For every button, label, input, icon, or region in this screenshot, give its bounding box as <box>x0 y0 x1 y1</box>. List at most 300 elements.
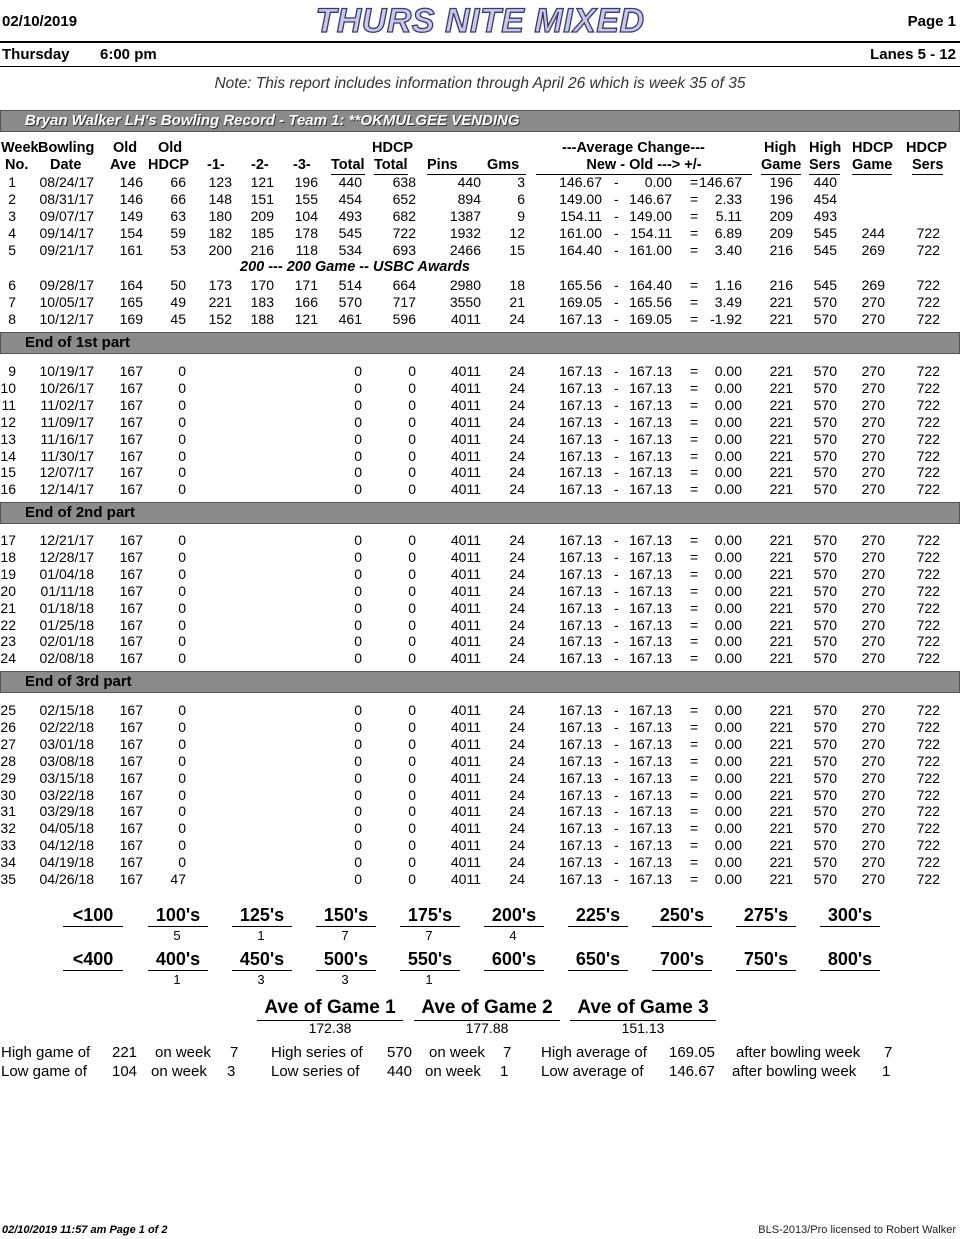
high-sers-cell: 570 <box>813 769 837 786</box>
series_dist-count: 1 <box>173 972 181 987</box>
hdcp-total-cell: 0 <box>408 379 416 396</box>
avg-old-cell: 167.13 <box>629 735 672 752</box>
old-hdcp-cell: 0 <box>178 837 186 854</box>
week-no-cell: 3 <box>8 207 16 224</box>
game_dist-label: 150's <box>316 904 376 927</box>
high-sers-cell: 570 <box>813 735 837 752</box>
pins-cell: 4011 <box>450 599 481 616</box>
hdcp-game-cell: 270 <box>861 702 885 718</box>
low-average-label: Low average of <box>541 1063 644 1080</box>
games-cell: 24 <box>509 481 525 498</box>
games-cell: 24 <box>509 396 525 413</box>
avg-dash-cell: - <box>614 464 619 481</box>
avg-new-cell: 167.13 <box>559 481 602 498</box>
ave-game-2-value: 177.88 <box>465 1020 509 1036</box>
series_dist-label: 500's <box>316 948 376 971</box>
hdcp-sers-cell: 722 <box>916 548 940 565</box>
avg-dash-cell: - <box>614 786 619 803</box>
week-no-cell: 6 <box>8 277 16 293</box>
header-rule <box>0 41 960 43</box>
avg-old-cell: 167.13 <box>629 752 672 769</box>
record-title-bar <box>0 110 960 132</box>
bowling-date-cell: 11/09/17 <box>40 413 94 430</box>
hdcp-sers-cell: 722 <box>916 820 940 837</box>
low-series-label: Low series of <box>271 1063 360 1080</box>
high-game-cell: 221 <box>769 447 793 464</box>
high-game-cell: 221 <box>769 820 793 837</box>
hdcp-total-cell: 0 <box>408 447 416 464</box>
old-hdcp-cell: 0 <box>178 769 186 786</box>
league-day: Thursday <box>2 46 70 63</box>
high-game-cell: 221 <box>769 481 793 498</box>
pins-cell: 3550 <box>449 293 481 310</box>
hdcp-game-cell: 270 <box>861 293 885 310</box>
high-game-cell: 221 <box>769 633 793 650</box>
avg-diff-cell: 0.00 <box>714 702 742 718</box>
col-bowling: Bowling <box>38 140 95 156</box>
old-hdcp-cell: 0 <box>178 616 186 633</box>
hdcp-sers-cell: 722 <box>916 224 940 241</box>
high-game-cell: 221 <box>769 752 793 769</box>
pins-cell: 4011 <box>450 871 481 887</box>
col-high-game-2: Game <box>761 157 802 173</box>
old-hdcp-cell: 49 <box>170 293 186 310</box>
week-no-cell: 16 <box>0 481 16 498</box>
avg-eq-cell: = <box>690 532 699 548</box>
avg-diff-cell: 0.00 <box>714 803 742 820</box>
old-ave-cell: 169 <box>119 310 143 327</box>
hdcp-game-cell: 270 <box>861 430 885 447</box>
avg-old-cell: 167.13 <box>629 769 672 786</box>
avg-dash-cell: - <box>614 854 619 871</box>
total-cell: 0 <box>354 548 362 565</box>
low-game-week-label: on week <box>151 1063 207 1080</box>
low-series-week: 1 <box>500 1063 509 1080</box>
avg-dash-cell: - <box>614 565 619 582</box>
hdcp-game-cell: 270 <box>861 532 885 548</box>
avg-dash-cell: - <box>614 650 619 667</box>
total-cell: 0 <box>354 769 362 786</box>
table-row <box>0 770 960 787</box>
high-sers-cell: 570 <box>813 430 837 447</box>
avg-dash-cell: - <box>614 293 619 310</box>
avg-eq-cell: = <box>690 786 699 803</box>
part-divider-3 <box>0 671 960 693</box>
game_dist-count: 7 <box>341 928 349 943</box>
bowling-date-cell: 10/26/17 <box>39 379 94 396</box>
hdcp-total-cell: 0 <box>408 769 416 786</box>
games-cell: 24 <box>509 633 525 650</box>
games-cell: 24 <box>509 786 525 803</box>
week-no-cell: 21 <box>0 599 16 616</box>
week-no-cell: 2 <box>8 190 16 207</box>
table-row <box>0 702 960 719</box>
hdcp-game-cell: 269 <box>861 241 885 258</box>
week-no-cell: 13 <box>0 430 16 447</box>
avg-old-cell: 154.11 <box>630 224 672 241</box>
table-row <box>0 294 960 311</box>
avg-eq-cell: = <box>690 837 699 854</box>
avg-dash-cell: - <box>614 190 619 207</box>
games-cell: 24 <box>509 363 525 379</box>
avg-eq-cell: = <box>690 190 699 207</box>
series_dist-label: 400's <box>148 948 208 971</box>
old-ave-cell: 164 <box>119 277 143 293</box>
bowling-date-cell: 03/01/18 <box>39 735 94 752</box>
games-cell: 24 <box>509 769 525 786</box>
week-no-cell: 18 <box>0 548 16 565</box>
part-label: End of 3rd part <box>25 673 132 690</box>
hdcp-game-cell: 270 <box>861 718 885 735</box>
hdcp-sers-cell: 722 <box>916 363 940 379</box>
avg-new-cell: 149.00 <box>559 190 602 207</box>
game-2-cell: 185 <box>250 224 274 241</box>
hdcp-total-cell: 0 <box>408 718 416 735</box>
total-cell: 0 <box>354 599 362 616</box>
avg-old-cell: 167.13 <box>629 396 672 413</box>
table-row <box>0 566 960 583</box>
avg-diff-cell: 0.00 <box>714 650 742 667</box>
hdcp-total-cell: 0 <box>408 702 416 718</box>
week-no-cell: 15 <box>0 464 16 481</box>
avg-dash-cell: - <box>614 277 619 293</box>
week-no-cell: 4 <box>8 224 16 241</box>
avg-dash-cell: - <box>614 207 619 224</box>
part-divider-1 <box>0 332 960 354</box>
hdcp-game-cell: 270 <box>861 735 885 752</box>
avg-new-cell: 165.56 <box>559 277 602 293</box>
avg-new-cell: 167.13 <box>559 650 602 667</box>
avg-old-cell: 167.13 <box>629 379 672 396</box>
hdcp-game-cell: 269 <box>861 277 885 293</box>
game-2-cell: 188 <box>250 310 274 327</box>
high-average-value: 169.05 <box>669 1044 715 1061</box>
table-row <box>0 736 960 753</box>
old-hdcp-cell: 0 <box>178 548 186 565</box>
high-sers-cell: 570 <box>813 293 837 310</box>
week-no-cell: 34 <box>0 854 16 871</box>
hdcp-total-cell: 0 <box>408 803 416 820</box>
series_dist-label: 650's <box>568 948 628 971</box>
week-no-cell: 5 <box>8 241 16 258</box>
avg-old-cell: 167.13 <box>629 633 672 650</box>
week-no-cell: 14 <box>0 447 16 464</box>
games-cell: 24 <box>509 837 525 854</box>
pins-cell: 440 <box>457 174 481 190</box>
old-ave-cell: 167 <box>119 752 143 769</box>
hdcp-game-cell: 270 <box>861 481 885 498</box>
game-2-cell: 216 <box>250 241 274 258</box>
old-ave-cell: 167 <box>119 769 143 786</box>
avg-old-cell: 167.13 <box>629 582 672 599</box>
table-row <box>0 753 960 770</box>
table-row <box>0 311 960 328</box>
high-game-cell: 221 <box>769 803 793 820</box>
high-sers-cell: 570 <box>813 599 837 616</box>
series_dist-label: 600's <box>484 948 544 971</box>
high-sers-cell: 570 <box>813 548 837 565</box>
old-hdcp-cell: 0 <box>178 565 186 582</box>
high-sers-cell: 570 <box>813 820 837 837</box>
table-row <box>0 650 960 667</box>
avg-eq-cell: = <box>690 718 699 735</box>
pins-cell: 4011 <box>450 650 481 667</box>
avg-old-cell: 167.13 <box>629 871 672 887</box>
game-3-cell: 166 <box>294 293 318 310</box>
avg-eq-cell: = <box>690 413 699 430</box>
avg-old-cell: 167.13 <box>629 464 672 481</box>
avg-eq-cell: = <box>690 803 699 820</box>
hdcp-sers-cell: 722 <box>916 413 940 430</box>
avg-diff-cell: 0.00 <box>714 616 742 633</box>
low-series-value: 440 <box>387 1063 413 1080</box>
col-ave: Ave <box>110 157 137 173</box>
high-game-cell: 221 <box>769 430 793 447</box>
avg-old-cell: 167.13 <box>629 803 672 820</box>
pins-cell: 4011 <box>450 464 481 481</box>
part-divider-2 <box>0 502 960 524</box>
hdcp-game-cell: 270 <box>861 820 885 837</box>
games-cell: 3 <box>517 174 525 190</box>
bowling-date-cell: 02/15/18 <box>39 702 94 718</box>
total-cell: 0 <box>354 379 362 396</box>
avg-new-cell: 167.13 <box>559 599 602 616</box>
table-row <box>0 549 960 566</box>
hdcp-total-cell: 0 <box>408 633 416 650</box>
hdcp-total-cell: 0 <box>408 548 416 565</box>
table-row <box>0 380 960 397</box>
bowling-date-cell: 03/08/18 <box>39 752 94 769</box>
week-no-cell: 26 <box>0 718 16 735</box>
total-cell: 0 <box>354 565 362 582</box>
avg-new-cell: 167.13 <box>559 379 602 396</box>
week-no-cell: 24 <box>0 650 16 667</box>
games-cell: 24 <box>509 650 525 667</box>
col-date: Date <box>50 157 82 173</box>
hdcp-total-cell: 652 <box>392 190 416 207</box>
high-sers-cell: 570 <box>813 379 837 396</box>
low-game-week: 3 <box>227 1063 236 1080</box>
bowling-date-cell: 01/18/18 <box>39 599 94 616</box>
game-3-cell: 171 <box>294 277 318 293</box>
hdcp-sers-cell: 722 <box>916 871 940 887</box>
games-cell: 24 <box>509 447 525 464</box>
hdcp-sers-cell: 722 <box>916 293 940 310</box>
bowling-date-cell: 11/16/17 <box>40 430 94 447</box>
hdcp-total-cell: 0 <box>408 396 416 413</box>
high-game-cell: 221 <box>769 464 793 481</box>
hdcp-total-cell: 0 <box>408 820 416 837</box>
avg-diff-cell: 1.16 <box>714 277 742 293</box>
avg-old-cell: 161.00 <box>629 241 672 258</box>
avg-eq-cell: = <box>690 702 699 718</box>
avg-eq-cell: = <box>690 224 699 241</box>
hdcp-sers-cell: 722 <box>916 481 940 498</box>
total-cell: 570 <box>338 293 362 310</box>
games-cell: 24 <box>509 803 525 820</box>
bowling-date-cell: 01/25/18 <box>39 616 94 633</box>
old-hdcp-cell: 0 <box>178 413 186 430</box>
high-sers-cell: 493 <box>813 207 837 224</box>
game-3-cell: 196 <box>294 174 318 190</box>
old-hdcp-cell: 0 <box>178 599 186 616</box>
low-average-value: 146.67 <box>669 1063 715 1080</box>
avg-diff-cell: 0.00 <box>714 837 742 854</box>
avg-dash-cell: - <box>614 616 619 633</box>
hdcp-total-cell: 0 <box>408 616 416 633</box>
bowling-date-cell: 03/15/18 <box>39 769 94 786</box>
avg-diff-cell: 0.00 <box>714 532 742 548</box>
avg-new-cell: 146.67 <box>559 174 602 190</box>
high-game-value: 221 <box>112 1044 138 1061</box>
league-time: 6:00 pm <box>100 46 157 63</box>
total-cell: 0 <box>354 854 362 871</box>
week-no-cell: 12 <box>0 413 16 430</box>
total-cell: 0 <box>354 582 362 599</box>
high-series-week-label: on week <box>429 1044 485 1061</box>
pins-cell: 4011 <box>450 633 481 650</box>
games-cell: 24 <box>509 548 525 565</box>
old-hdcp-cell: 50 <box>170 277 186 293</box>
old-hdcp-cell: 0 <box>178 363 186 379</box>
hdcp-sers-cell: 722 <box>916 803 940 820</box>
avg-old-cell: 167.13 <box>629 837 672 854</box>
old-hdcp-cell: 47 <box>170 871 186 887</box>
total-cell: 0 <box>354 633 362 650</box>
total-cell: 0 <box>354 447 362 464</box>
games-cell: 24 <box>509 820 525 837</box>
game_dist-label: 175's <box>400 904 460 927</box>
bowling-date-cell: 11/02/17 <box>40 396 94 413</box>
high-sers-cell: 570 <box>813 702 837 718</box>
week-no-cell: 8 <box>8 310 16 327</box>
avg-diff-cell: 0.00 <box>714 752 742 769</box>
old-hdcp-cell: 0 <box>178 379 186 396</box>
old-ave-cell: 167 <box>119 481 143 498</box>
games-cell: 24 <box>509 565 525 582</box>
game-1-cell: 148 <box>208 190 232 207</box>
week-no-cell: 35 <box>0 871 16 887</box>
week-no-cell: 17 <box>0 532 16 548</box>
avg-diff-cell: 0.00 <box>714 786 742 803</box>
hdcp-sers-cell: 722 <box>916 650 940 667</box>
games-cell: 24 <box>509 532 525 548</box>
high-sers-cell: 570 <box>813 837 837 854</box>
bowling-date-cell: 09/07/17 <box>39 207 94 224</box>
games-cell: 24 <box>509 582 525 599</box>
avg-new-cell: 167.13 <box>559 633 602 650</box>
total-cell: 514 <box>338 277 362 293</box>
hdcp-total-cell: 717 <box>392 293 416 310</box>
avg-eq-cell: = <box>690 447 699 464</box>
avg-diff-cell: 2.33 <box>714 190 742 207</box>
hdcp-total-cell: 596 <box>392 310 416 327</box>
total-cell: 0 <box>354 871 362 887</box>
hdcp-sers-cell: 722 <box>916 532 940 548</box>
avg-dash-cell: - <box>614 363 619 379</box>
total-cell: 0 <box>354 820 362 837</box>
avg-eq-cell: = <box>690 854 699 871</box>
col-pins-gms <box>427 157 526 175</box>
high-game-cell: 221 <box>769 565 793 582</box>
old-hdcp-cell: 0 <box>178 447 186 464</box>
high-sers-cell: 570 <box>813 616 837 633</box>
avg-diff-cell: 0.00 <box>714 769 742 786</box>
high-sers-cell: 570 <box>813 786 837 803</box>
old-ave-cell: 167 <box>119 548 143 565</box>
series_dist-label: 800's <box>820 948 880 971</box>
hdcp-total-cell: 0 <box>408 481 416 498</box>
hdcp-sers-cell: 722 <box>916 769 940 786</box>
bowling-date-cell: 02/01/18 <box>39 633 94 650</box>
total-cell: 0 <box>354 735 362 752</box>
footer-license: BLS-2013/Pro licensed to Robert Walker <box>758 1224 956 1236</box>
games-cell: 9 <box>517 207 525 224</box>
pins-cell: 4011 <box>450 735 481 752</box>
usbc-awards-note: 200 --- 200 Game -- USBC Awards <box>240 259 470 275</box>
pins-cell: 4011 <box>450 854 481 871</box>
hdcp-sers-cell: 722 <box>916 837 940 854</box>
old-ave-cell: 165 <box>119 293 143 310</box>
table-row <box>0 719 960 736</box>
high-sers-cell: 545 <box>813 277 837 293</box>
old-hdcp-cell: 0 <box>178 854 186 871</box>
bowling-date-cell: 12/07/17 <box>39 464 94 481</box>
games-cell: 24 <box>509 735 525 752</box>
high-game-cell: 209 <box>769 224 793 241</box>
games-cell: 24 <box>509 718 525 735</box>
hdcp-total-cell: 693 <box>392 241 416 258</box>
table-row <box>0 208 960 225</box>
pins-cell: 894 <box>457 190 481 207</box>
avg-dash-cell: - <box>614 548 619 565</box>
week-no-cell: 7 <box>8 293 16 310</box>
week-no-cell: 32 <box>0 820 16 837</box>
low-average-week-label: after bowling week <box>732 1063 857 1080</box>
hdcp-total-cell: 0 <box>408 871 416 887</box>
game_dist-label: 300's <box>820 904 880 927</box>
avg-old-cell: 167.13 <box>629 854 672 871</box>
avg-dash-cell: - <box>614 820 619 837</box>
week-no-cell: 27 <box>0 735 16 752</box>
old-ave-cell: 167 <box>119 871 143 887</box>
col-g2: -2- <box>251 157 269 173</box>
high-game-cell: 221 <box>769 769 793 786</box>
game_dist-count: 1 <box>257 928 265 943</box>
hdcp-sers-cell: 722 <box>916 599 940 616</box>
high-game-cell: 221 <box>769 702 793 718</box>
old-ave-cell: 167 <box>119 379 143 396</box>
col-old-hdcp-2: HDCP <box>148 157 190 173</box>
game-1-cell: 152 <box>208 310 232 327</box>
table-row <box>0 242 960 259</box>
avg-dash-cell: - <box>614 447 619 464</box>
pins-cell: 4011 <box>450 363 481 379</box>
avg-diff-cell: 0.00 <box>714 854 742 871</box>
game-3-cell: 104 <box>294 207 318 224</box>
high-game-cell: 209 <box>769 207 793 224</box>
high-sers-cell: 570 <box>813 310 837 327</box>
series_dist-count: 1 <box>425 972 433 987</box>
high-game-cell: 221 <box>769 293 793 310</box>
hdcp-game-cell: 270 <box>861 599 885 616</box>
high-sers-cell: 570 <box>813 363 837 379</box>
high-game-cell: 196 <box>769 174 793 190</box>
avg-old-cell: 167.13 <box>629 650 672 667</box>
total-cell: 493 <box>338 207 362 224</box>
total-cell: 0 <box>354 532 362 548</box>
old-ave-cell: 167 <box>119 786 143 803</box>
